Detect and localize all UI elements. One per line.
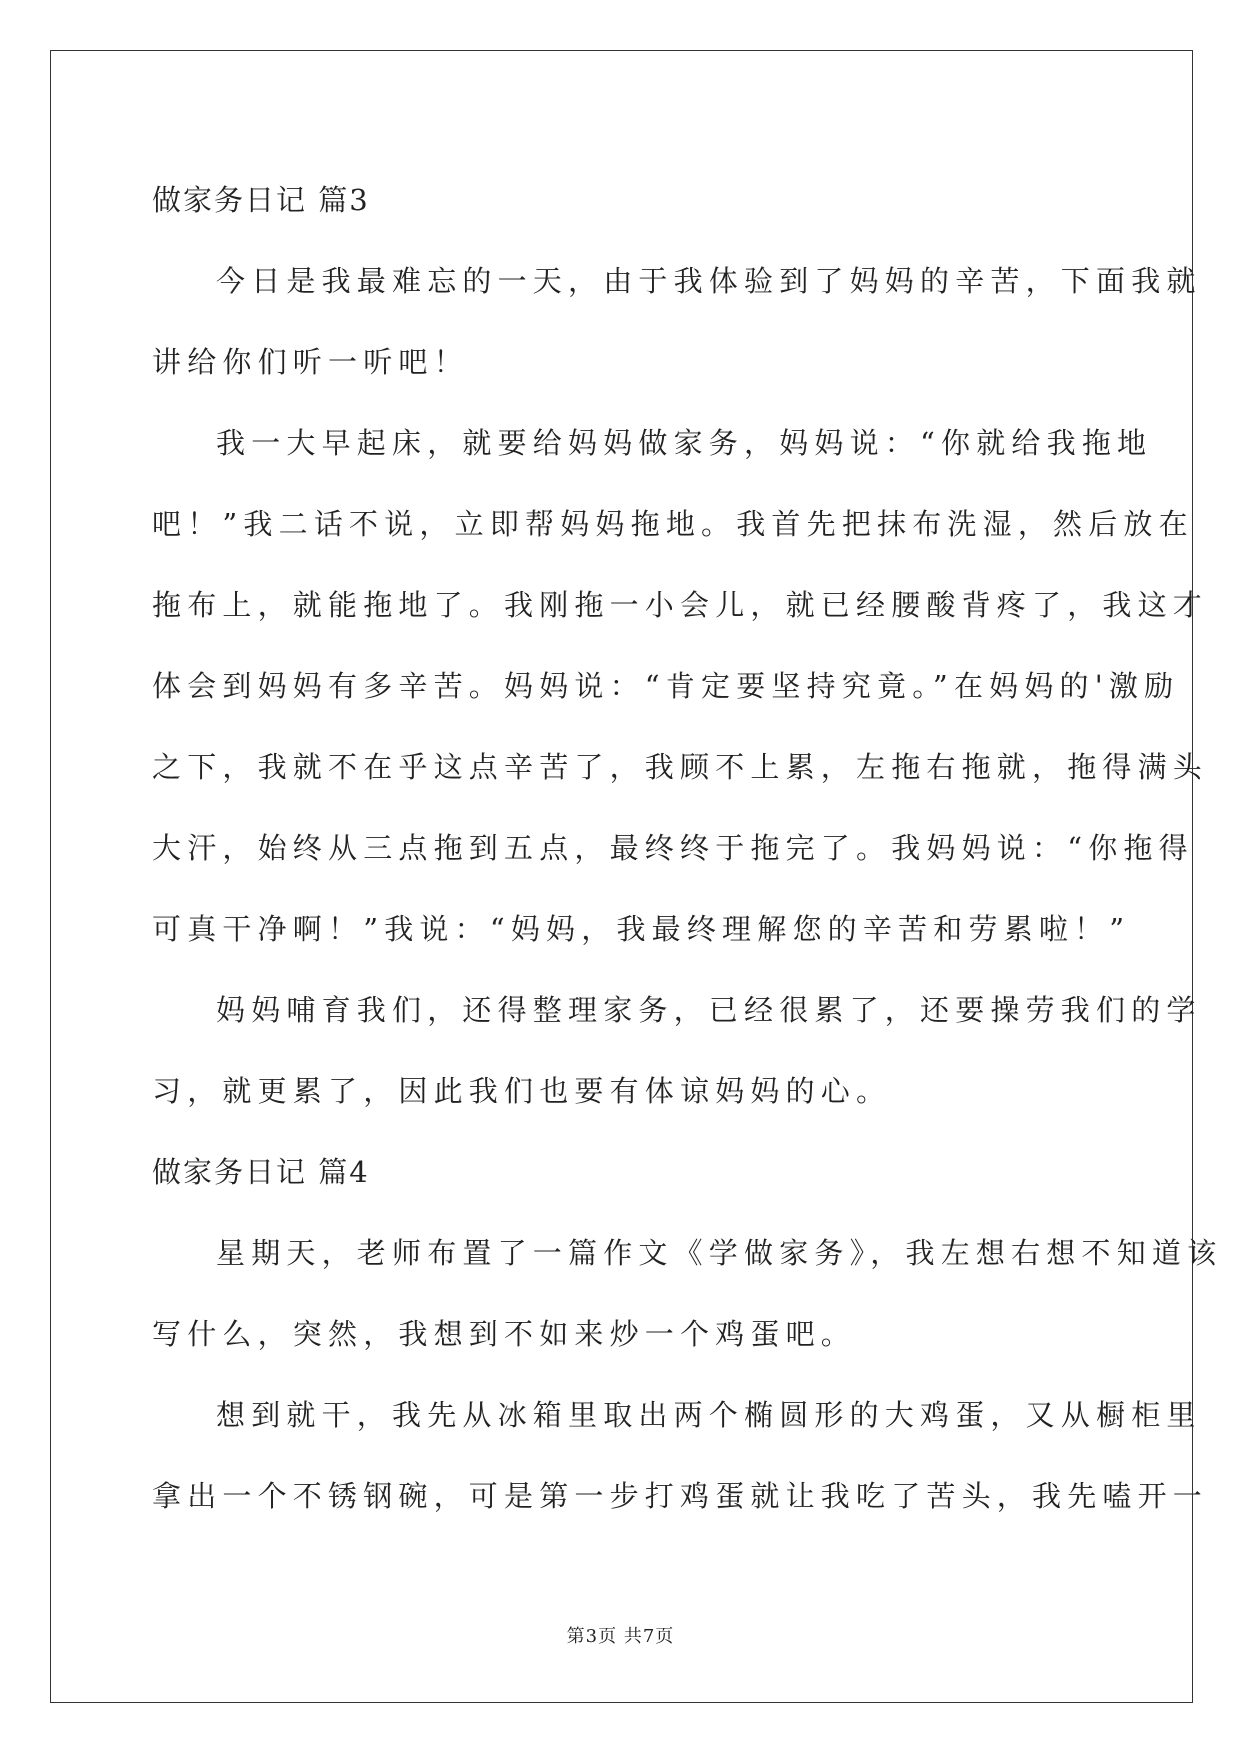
paragraph: [152, 241, 1202, 403]
paragraph: [152, 1375, 1209, 1537]
text-line: 我一大早起床，就要给妈妈做家务，妈妈说：“你就给我拖地: [216, 426, 1153, 460]
text-line: 吧！”我二话不说，立即帮妈妈拖地。我首先把抹布洗湿，然后放在: [152, 507, 1194, 541]
text-line: 讲给你们听一听吧！: [152, 345, 469, 379]
text-line: 写什么，突然，我想到不如来炒一个鸡蛋吧。: [152, 1317, 857, 1351]
text-line: 可真干净啊！”我说：“妈妈，我最终理解您的辛苦和劳累啦！”: [152, 912, 1131, 946]
text-line: 妈妈哺育我们，还得整理家务，已经很累了，还要操劳我们的学: [216, 993, 1202, 1027]
text-line: 星期天，老师布置了一篇作文《学做家务》，我左想右想不知道该: [216, 1236, 1223, 1270]
text-line: 之下，我就不在乎这点辛苦了，我顾不上累，左拖右拖就，拖得满头: [152, 750, 1209, 784]
text-line: 习，就更累了，因此我们也要有体谅妈妈的心。: [152, 1074, 892, 1108]
section-heading: 做家务日记 篇4: [152, 1155, 370, 1189]
paragraph: [152, 1213, 1223, 1375]
text-line: 大汗，始终从三点拖到五点，最终终于拖完了。我妈妈说：“你拖得: [152, 831, 1194, 865]
text-line: 体会到妈妈有多辛苦。妈妈说：“肯定要坚持究竟。”在妈妈的'激励: [152, 669, 1180, 703]
page-number-footer: 第3页 共7页: [566, 1626, 675, 1647]
paragraph: [152, 403, 1209, 970]
section-heading: 做家务日记 篇3: [152, 183, 370, 217]
text-line: 拿出一个不锈钢碗，可是第一步打鸡蛋就让我吃了苦头，我先嗑开一: [152, 1479, 1209, 1513]
text-line: 想到就干，我先从冰箱里取出两个椭圆形的大鸡蛋，又从橱柜里: [216, 1398, 1202, 1432]
text-line: 今日是我最难忘的一天，由于我体验到了妈妈的辛苦，下面我就: [216, 264, 1202, 298]
text-line: 拖布上，就能拖地了。我刚拖一小会儿，就已经腰酸背疼了，我这才: [152, 588, 1209, 622]
document-body: [152, 160, 1223, 1537]
paragraph: [152, 970, 1202, 1132]
